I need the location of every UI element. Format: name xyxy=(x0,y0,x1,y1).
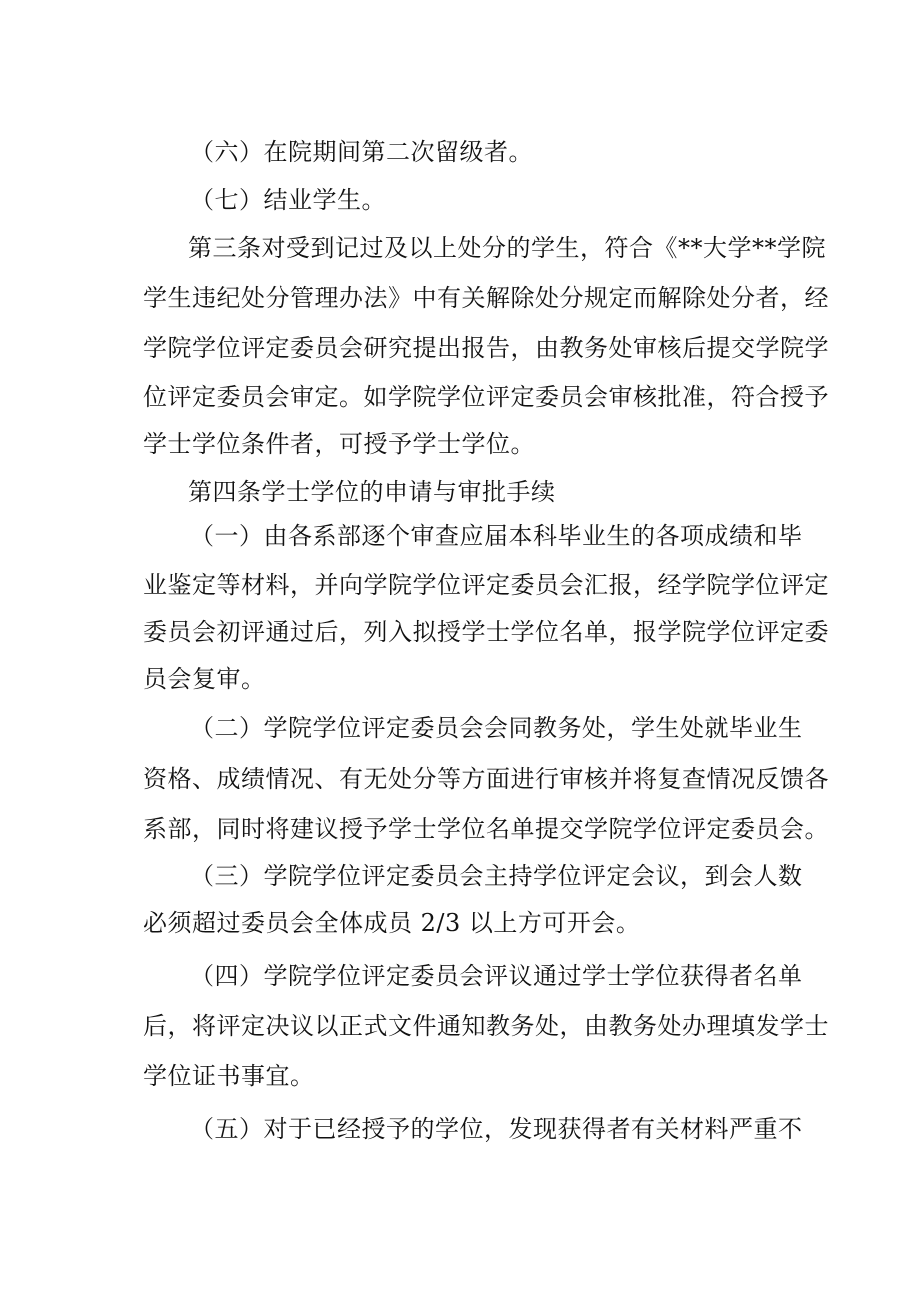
paragraph-line: （二）学院学位评定委员会会同教务处，学生处就毕业生 xyxy=(190,714,803,742)
paragraph-line: 业鉴定等材料，并向学院学位评定委员会汇报，经学院学位评定 xyxy=(143,571,829,599)
paragraph-line: 学生违纪处分管理办法》中有关解除处分规定而解除处分者，经 xyxy=(143,284,829,312)
paragraph-line: 资格、成绩情况、有无处分等方面进行审核并将复查情况反馈各 xyxy=(143,765,829,793)
paragraph-line: （五）对于已经授予的学位，发现获得者有关材料严重不 xyxy=(190,1115,803,1143)
article-heading-4: 第四条学士学位的申请与审批手续 xyxy=(188,478,556,506)
paragraph-line: 位评定委员会审定。如学院学位评定委员会审核批准，符合授予 xyxy=(143,383,829,411)
paragraph-line: （三）学院学位评定委员会主持学位评定会议，到会人数 xyxy=(190,862,803,890)
paragraph-line: 学院学位评定委员会研究提出报告，由教务处审核后提交学院学 xyxy=(143,334,829,362)
paragraph-line: 后，将评定决议以正式文件通知教务处，由教务处办理填发学士 xyxy=(143,1012,829,1040)
paragraph-line: 必须超过委员会全体成员 2/3 以上方可开会。 xyxy=(143,909,641,937)
paragraph-line: （六）在院期间第二次留级者。 xyxy=(190,138,533,166)
paragraph-line: （一）由各系部逐个审查应届本科毕业生的各项成绩和毕 xyxy=(190,522,803,550)
paragraph-line: 系部，同时将建议授予学士学位名单提交学院学位评定委员会。 xyxy=(143,815,829,843)
paragraph-line: 员会复审。 xyxy=(143,665,266,693)
paragraph-line: （七）结业学生。 xyxy=(190,186,386,214)
article-heading-3: 第三条对受到记过及以上处分的学生，符合《**大学**学院 xyxy=(188,234,826,262)
paragraph-line: 学士学位条件者，可授予学士学位。 xyxy=(143,430,535,458)
paragraph-line: （四）学院学位评定委员会评议通过学士学位获得者名单 xyxy=(190,962,803,990)
paragraph-line: 学位证书事宜。 xyxy=(143,1062,315,1090)
paragraph-line: 委员会初评通过后，列入拟授学士学位名单，报学院学位评定委 xyxy=(143,618,829,646)
